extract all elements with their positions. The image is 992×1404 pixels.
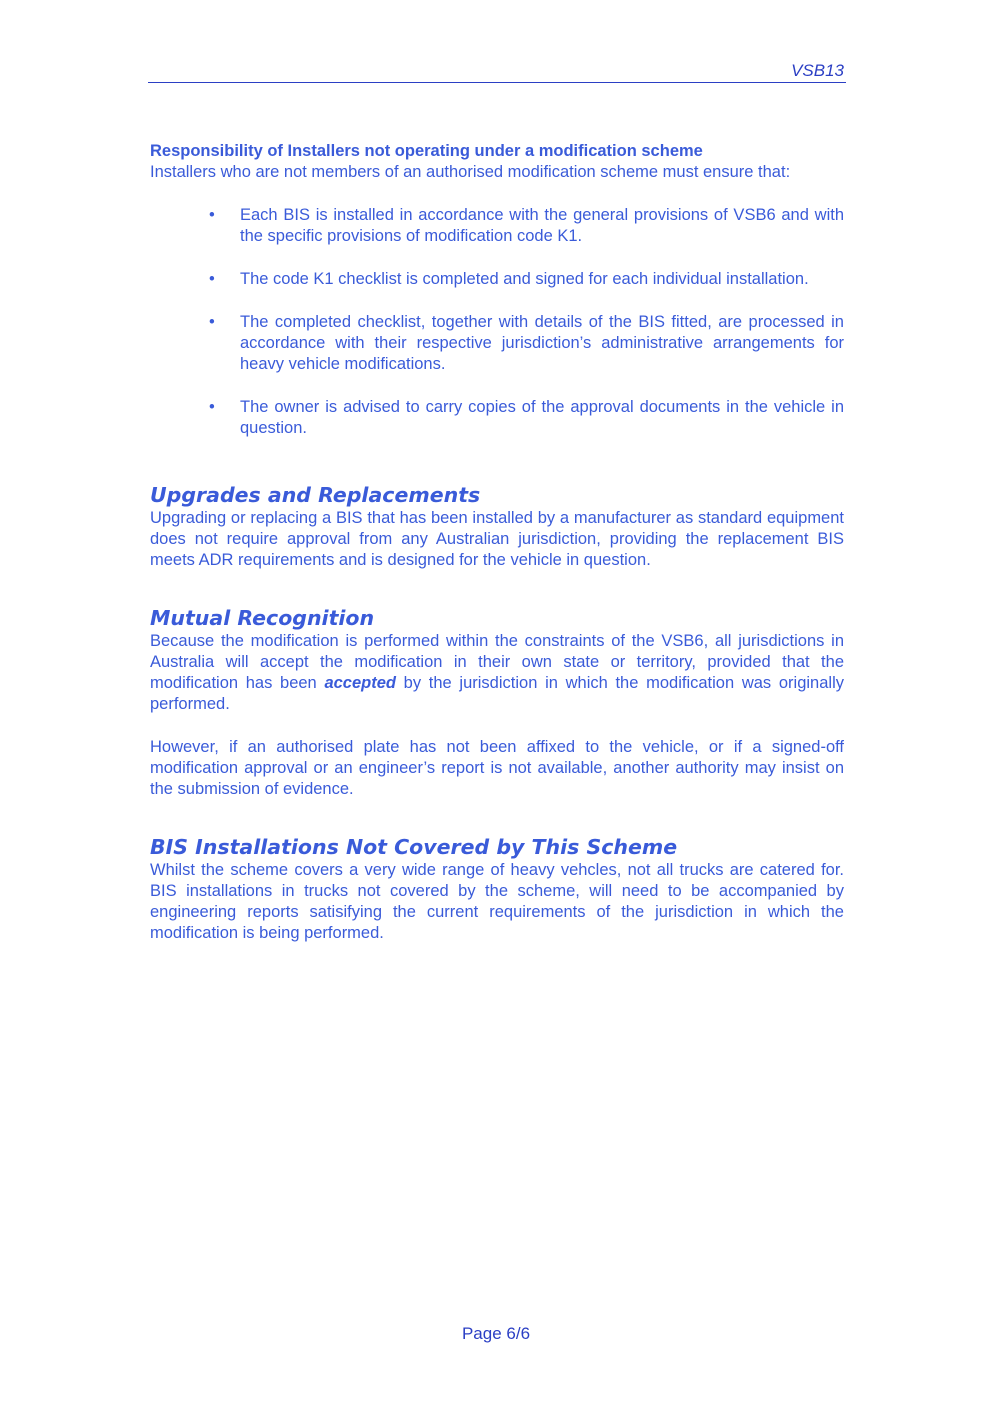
list-item-text: Each BIS is installed in accordance with the general provisions of VSB6 and with the specific provisions of modification code K1. [240, 206, 844, 245]
section-mutual-recognition [150, 606, 844, 800]
list-item-text: The completed checklist, together with details of the BIS fitted, are processed in accordance with their respective jurisdiction’s administrative arrangements for heavy vehicle modifications. [240, 313, 844, 373]
list-item-text: The code K1 checklist is completed and signed for each individual installation. [240, 270, 809, 288]
paragraph-text: by the jurisdiction in which the modification was originally performed. [150, 674, 844, 713]
list-item [150, 205, 844, 247]
list-item [150, 397, 844, 439]
section-paragraph: Upgrading or replacing a BIS that has been installed by a manufacturer as standard equipment does not require approval from any Australian jurisdiction, providing the replacement BIS meets ADR requirements and is designed for the vehicle in question. [150, 509, 844, 569]
section-paragraph [150, 631, 844, 715]
bullet-icon: • [209, 398, 215, 416]
list-item-text: The owner is advised to carry copies of the approval documents in the vehicle in question. [240, 398, 844, 437]
section-upgrades [150, 483, 844, 571]
section-heading-upgrades: Upgrades and Replacements [150, 483, 481, 507]
requirements-list [150, 205, 844, 439]
section-paragraph: However, if an authorised plate has not been affixed to the vehicle, or if a signed-off modification approval or an engineer’s report is not available, another authority may insist on the submission of evidence. [150, 738, 844, 798]
bullet-icon: • [209, 206, 215, 224]
emphasis-accepted: accepted [324, 674, 396, 692]
section-paragraph: Whilst the scheme covers a very wide range of heavy vehcles, not all trucks are catered for. BIS installations in trucks not covered by the scheme, will need to be accompanied by engineering reports satisifying the current requirements of the jurisdiction in which the modification is being performed. [150, 861, 844, 942]
list-item [150, 312, 844, 375]
section-heading-installer-responsibility: Responsibility of Installers not operating under a modification scheme [150, 142, 703, 160]
section-heading-not-covered: BIS Installations Not Covered by This Scheme [150, 835, 678, 859]
paragraph-text: Because the modification is performed within the constraints of the VSB6, all jurisdictions in Australia will accept the modification in their own state or territory, provided that the modification has been [150, 632, 844, 692]
bullet-icon: • [209, 270, 215, 288]
bullet-icon: • [209, 313, 215, 331]
section-heading-mutual-recognition: Mutual Recognition [150, 606, 375, 630]
list-item [150, 269, 844, 290]
header-rule [148, 82, 846, 83]
document-code: VSB13 [791, 61, 844, 80]
section-intro: Installers who are not members of an authorised modification scheme must ensure that: [150, 163, 791, 181]
document-body [150, 141, 844, 944]
section-not-covered [150, 835, 844, 944]
section-installer-responsibility [150, 141, 844, 439]
page-number: Page 6/6 [461, 1324, 531, 1343]
